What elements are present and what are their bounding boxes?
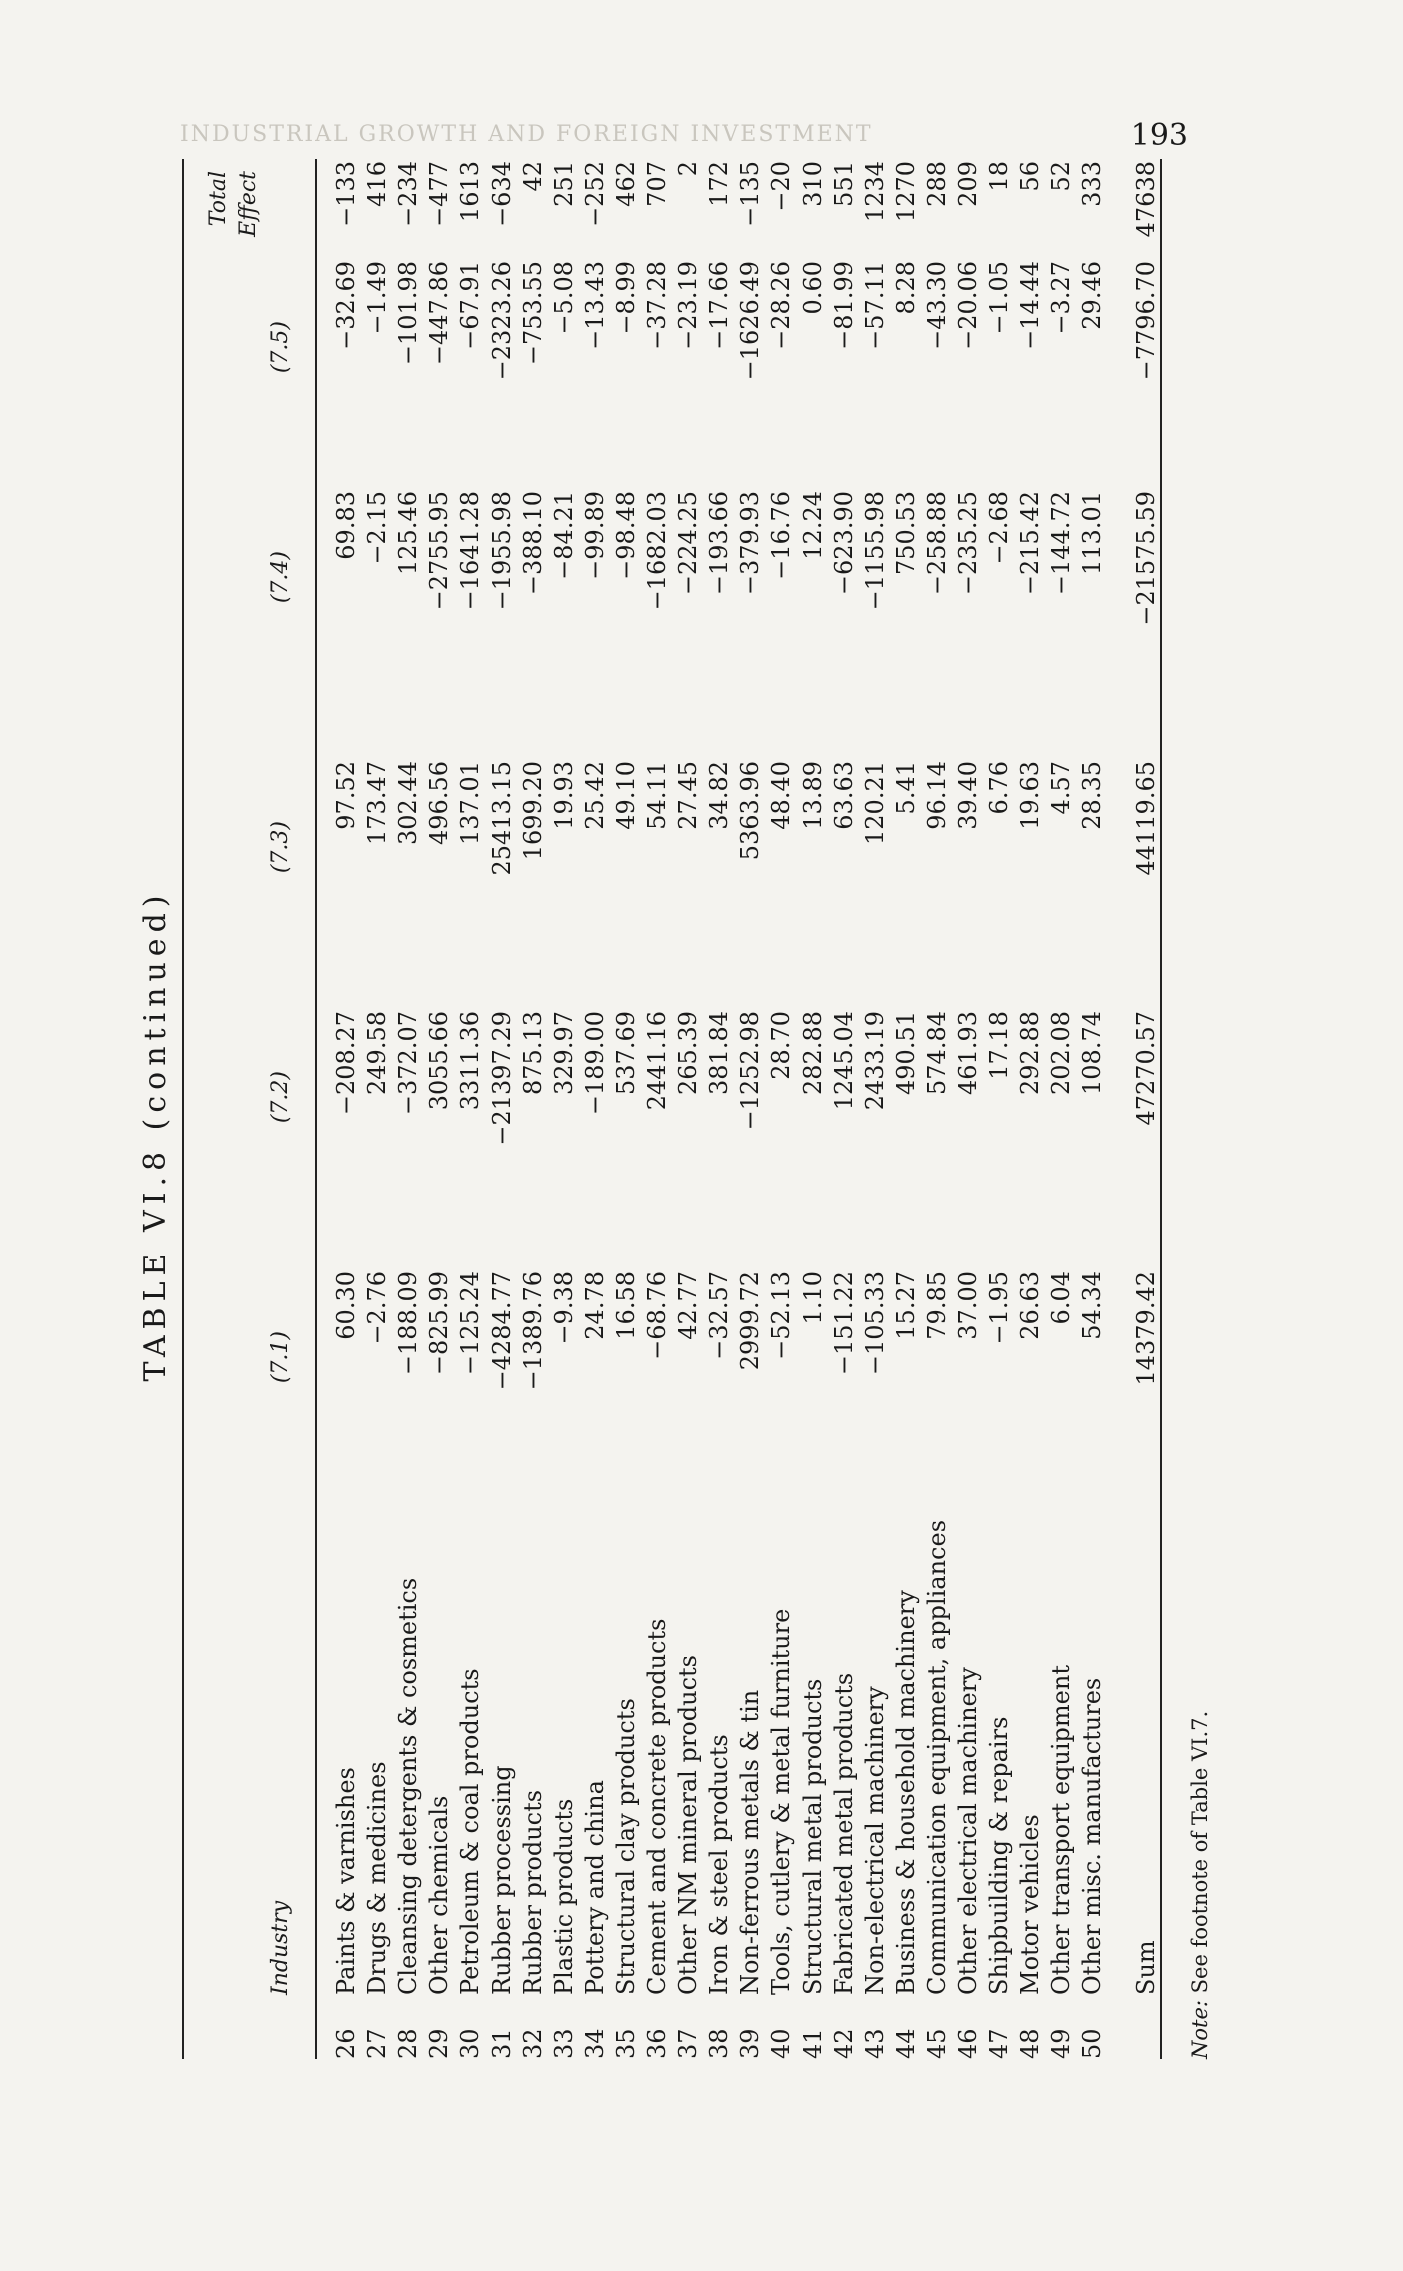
cell-c2: 875.13 xyxy=(518,1011,547,1095)
header-total-effect xyxy=(204,171,264,281)
industry-name: Other electrical machinery xyxy=(954,1667,982,1995)
header-col-7-5: (7.5) xyxy=(268,321,293,374)
row-number: 49 xyxy=(1047,2028,1076,2059)
cell-c3: 6.76 xyxy=(985,761,1014,815)
cell-c1: −1389.76 xyxy=(518,1271,547,1391)
cell-c3: 63.63 xyxy=(829,761,858,830)
cell-c1: −9.38 xyxy=(549,1271,578,1345)
cell-c2: 2441.16 xyxy=(643,1011,671,1111)
cell-c2: 461.93 xyxy=(954,1011,982,1095)
cell-c3: 4.57 xyxy=(1047,761,1076,815)
cell-c1: 2999.72 xyxy=(736,1271,765,1371)
cell-total: 209 xyxy=(954,161,982,207)
industry-name: Business & household machinery xyxy=(891,1590,920,1995)
cell-c2: 490.51 xyxy=(891,1011,920,1095)
cell-c1: −4284.77 xyxy=(487,1271,516,1391)
row-number: 31 xyxy=(487,2028,516,2059)
cell-c4: −144.72 xyxy=(1047,491,1076,596)
cell-c2: 537.69 xyxy=(611,1011,640,1095)
cell-c5: −753.55 xyxy=(518,261,547,366)
row-number: 44 xyxy=(891,2028,920,2059)
cell-c1: 60.30 xyxy=(332,1271,360,1340)
cell-c5: −20.06 xyxy=(954,261,982,350)
industry-name: Non-electrical machinery xyxy=(860,1686,889,1995)
cell-c5: −1.05 xyxy=(985,261,1014,335)
industry-name: Paints & varnishes xyxy=(332,1767,360,1995)
cell-c5: −2323.26 xyxy=(487,261,516,381)
cell-c4: −16.76 xyxy=(767,491,796,580)
header-col-7-3: (7.3) xyxy=(268,821,293,874)
cell-c1: −68.76 xyxy=(643,1271,671,1360)
cell-total: 18 xyxy=(985,161,1014,192)
table-note xyxy=(1188,1711,1212,2059)
cell-total: −20 xyxy=(767,161,796,212)
row-number: 26 xyxy=(332,2028,360,2059)
industry-name: Non-ferrous metals & tin xyxy=(736,1689,765,1995)
cell-c4: −2.68 xyxy=(985,491,1014,565)
cell-c4: −98.48 xyxy=(611,491,640,580)
cell-c1: −1.95 xyxy=(985,1271,1014,1345)
sum-c4: −21575.59 xyxy=(1131,491,1160,626)
cell-c5: −13.43 xyxy=(580,261,609,350)
cell-c5: 29.46 xyxy=(1078,261,1107,330)
header-col-7-1: (7.1) xyxy=(268,1331,293,1384)
cell-c5: −57.11 xyxy=(860,261,889,350)
cell-total: −234 xyxy=(394,161,423,227)
cell-c1: −32.57 xyxy=(705,1271,734,1360)
row-number: 34 xyxy=(580,2028,609,2059)
note-text: See footnote of Table VI.7. xyxy=(1188,1710,1212,2001)
cell-c4: −1641.28 xyxy=(456,491,485,611)
row-number: 47 xyxy=(985,2028,1014,2059)
cell-c3: 39.40 xyxy=(954,761,982,830)
cell-c3: 496.56 xyxy=(425,761,454,845)
header-col-7-2: (7.2) xyxy=(268,1071,293,1124)
row-number: 27 xyxy=(363,2028,392,2059)
cell-c5: −43.30 xyxy=(922,261,951,350)
cell-c5: −101.98 xyxy=(394,261,423,366)
industry-name: Tools, cutlery & metal furniture xyxy=(767,1608,796,1995)
cell-total: 42 xyxy=(518,161,547,192)
sum-c5: −7796.70 xyxy=(1131,261,1160,381)
cell-total: 52 xyxy=(1047,161,1076,192)
row-number: 50 xyxy=(1078,2028,1107,2059)
running-head: INDUSTRIAL GROWTH AND FOREIGN INVESTMENT xyxy=(180,122,873,147)
cell-c4: 69.83 xyxy=(332,491,360,560)
header-industry: Industry xyxy=(268,1900,293,1995)
cell-c2: 292.88 xyxy=(1016,1011,1045,1095)
cell-c1: −825.99 xyxy=(425,1271,454,1376)
cell-c4: −1955.98 xyxy=(487,491,516,611)
cell-c3: 97.52 xyxy=(332,761,360,830)
cell-c1: −188.09 xyxy=(394,1271,423,1376)
row-number: 32 xyxy=(518,2028,547,2059)
industry-name: Rubber processing xyxy=(487,1765,516,1995)
sum-c1: 14379.42 xyxy=(1131,1271,1160,1386)
cell-c3: 19.63 xyxy=(1016,761,1045,830)
industry-name: Structural metal products xyxy=(798,1678,827,1995)
cell-c2: 249.58 xyxy=(363,1011,392,1095)
sum-c3: 44119.65 xyxy=(1131,761,1160,876)
cell-c1: 42.77 xyxy=(674,1271,703,1340)
industry-name: Motor vehicles xyxy=(1016,1814,1045,1995)
cell-total: −135 xyxy=(736,161,765,227)
cell-c5: −37.28 xyxy=(643,261,671,350)
cell-c4: −235.25 xyxy=(954,491,982,596)
cell-c2: 1245.04 xyxy=(829,1011,858,1111)
industry-name: Other transport equipment xyxy=(1047,1665,1076,1995)
industry-name: Communication equipment, appliances xyxy=(922,1519,951,1995)
sum-c2: 47270.57 xyxy=(1131,1011,1160,1126)
row-number: 35 xyxy=(611,2028,640,2059)
industry-name: Fabricated metal products xyxy=(829,1672,858,1995)
header-total-line1: Total xyxy=(206,171,231,227)
cell-c4: −258.88 xyxy=(922,491,951,596)
industry-name: Other NM mineral products xyxy=(674,1655,703,1995)
cell-c3: 27.45 xyxy=(674,761,703,830)
cell-c3: 1699.20 xyxy=(518,761,547,861)
row-number: 33 xyxy=(549,2028,578,2059)
cell-c1: 26.63 xyxy=(1016,1271,1045,1340)
cell-c5: −8.99 xyxy=(611,261,640,335)
cell-c2: 574.84 xyxy=(922,1011,951,1095)
cell-c3: 25.42 xyxy=(580,761,609,830)
cell-c2: 2433.19 xyxy=(860,1011,889,1111)
cell-c2: −21397.29 xyxy=(487,1011,516,1146)
row-number: 48 xyxy=(1016,2028,1045,2059)
cell-c1: 79.85 xyxy=(922,1271,951,1340)
row-number: 40 xyxy=(767,2028,796,2059)
industry-name: Other chemicals xyxy=(425,1795,454,1995)
cell-total: 462 xyxy=(611,161,640,207)
cell-c4: −623.90 xyxy=(829,491,858,596)
row-number: 45 xyxy=(922,2028,951,2059)
cell-c1: 54.34 xyxy=(1078,1271,1107,1340)
cell-c4: −2755.95 xyxy=(425,491,454,611)
cell-c5: −67.91 xyxy=(456,261,485,350)
cell-c3: 28.35 xyxy=(1078,761,1107,830)
cell-c1: −151.22 xyxy=(829,1271,858,1376)
cell-c3: 5.41 xyxy=(891,761,920,815)
row-number: 38 xyxy=(705,2028,734,2059)
cell-c1: −125.24 xyxy=(456,1271,485,1376)
cell-c2: −189.00 xyxy=(580,1011,609,1116)
cell-total: 310 xyxy=(798,161,827,207)
note-label: Note: xyxy=(1188,2000,1212,2059)
cell-total: −477 xyxy=(425,161,454,227)
row-number: 39 xyxy=(736,2028,765,2059)
row-number: 28 xyxy=(394,2028,423,2059)
cell-c3: 173.47 xyxy=(363,761,392,845)
cell-c4: −99.89 xyxy=(580,491,609,580)
row-number: 46 xyxy=(954,2028,982,2059)
cell-c1: −105.33 xyxy=(860,1271,889,1376)
cell-c3: 19.93 xyxy=(549,761,578,830)
industry-name: Cement and concrete products xyxy=(643,1618,671,1995)
cell-c4: 113.01 xyxy=(1078,491,1107,575)
cell-c3: 5363.96 xyxy=(736,761,765,861)
industry-name: Iron & steel products xyxy=(705,1734,734,1995)
industry-name: Plastic products xyxy=(549,1798,578,1995)
cell-c5: 8.28 xyxy=(891,261,920,315)
cell-c1: −2.76 xyxy=(363,1271,392,1345)
row-number: 41 xyxy=(798,2028,827,2059)
cell-c2: 28.70 xyxy=(767,1011,796,1080)
page-number: 193 xyxy=(1130,118,1188,153)
cell-total: 416 xyxy=(363,161,392,207)
cell-total: 551 xyxy=(829,161,858,207)
cell-c4: 125.46 xyxy=(394,491,423,575)
cell-c5: −5.08 xyxy=(549,261,578,335)
cell-c4: −388.10 xyxy=(518,491,547,596)
cell-c2: −1252.98 xyxy=(736,1011,765,1131)
cell-c5: −447.86 xyxy=(425,261,454,366)
cell-total: 172 xyxy=(705,161,734,207)
cell-c4: 12.24 xyxy=(798,491,827,560)
cell-c4: −1155.98 xyxy=(860,491,889,611)
cell-total: 333 xyxy=(1078,161,1107,207)
industry-name: Structural clay products xyxy=(611,1698,640,1995)
cell-total: 707 xyxy=(643,161,671,207)
cell-total: 56 xyxy=(1016,161,1045,192)
cell-c4: −379.93 xyxy=(736,491,765,596)
cell-total: −252 xyxy=(580,161,609,227)
cell-c2: 329.97 xyxy=(549,1011,578,1095)
cell-total: 1270 xyxy=(891,161,920,223)
cell-c2: −208.27 xyxy=(332,1011,360,1116)
cell-c5: 0.60 xyxy=(798,261,827,315)
cell-c5: −28.26 xyxy=(767,261,796,350)
cell-c1: 1.10 xyxy=(798,1271,827,1325)
rule-top xyxy=(182,159,184,2059)
cell-c5: −1.49 xyxy=(363,261,392,335)
cell-c5: −3.27 xyxy=(1047,261,1076,335)
cell-c3: 137.01 xyxy=(456,761,485,845)
cell-c4: −215.42 xyxy=(1016,491,1045,596)
cell-c5: −81.99 xyxy=(829,261,858,350)
cell-total: 1613 xyxy=(456,161,485,223)
sum-total: 47638 xyxy=(1131,161,1160,238)
cell-c2: 108.74 xyxy=(1078,1011,1107,1095)
industry-name: Cleansing detergents & cosmetics xyxy=(394,1577,423,1995)
cell-c4: 750.53 xyxy=(891,491,920,575)
cell-total: 1234 xyxy=(860,161,889,223)
cell-c3: 25413.15 xyxy=(487,761,516,876)
cell-c3: 120.21 xyxy=(860,761,889,845)
cell-c2: 3311.36 xyxy=(456,1011,485,1111)
cell-c2: 17.18 xyxy=(985,1011,1014,1080)
sum-label: Sum xyxy=(1131,1940,1160,1995)
cell-c1: −52.13 xyxy=(767,1271,796,1360)
header-col-7-4: (7.4) xyxy=(268,551,293,604)
cell-total: 288 xyxy=(922,161,951,207)
cell-c5: −23.19 xyxy=(674,261,703,350)
cell-c2: 202.08 xyxy=(1047,1011,1076,1095)
cell-total: −634 xyxy=(487,161,516,227)
row-number: 36 xyxy=(643,2028,671,2059)
cell-c3: 34.82 xyxy=(705,761,734,830)
industry-name: Drugs & medicines xyxy=(363,1761,392,1995)
cell-total: −133 xyxy=(332,161,360,227)
row-number: 37 xyxy=(674,2028,703,2059)
cell-c4: −84.21 xyxy=(549,491,578,580)
header-total-line2: Effect xyxy=(236,171,261,237)
industry-name: Shipbuilding & repairs xyxy=(985,1716,1014,1995)
industry-name: Pottery and china xyxy=(580,1780,609,1995)
cell-c1: 37.00 xyxy=(954,1271,982,1340)
cell-c2: 381.84 xyxy=(705,1011,734,1095)
cell-total: 251 xyxy=(549,161,578,207)
cell-c3: 302.44 xyxy=(394,761,423,845)
row-number: 29 xyxy=(425,2028,454,2059)
cell-c2: −372.07 xyxy=(394,1011,423,1116)
row-number: 30 xyxy=(456,2028,485,2059)
cell-total: 2 xyxy=(674,161,703,177)
cell-c3: 54.11 xyxy=(643,761,671,830)
cell-c1: 24.78 xyxy=(580,1271,609,1340)
cell-c2: 265.39 xyxy=(674,1011,703,1095)
industry-name: Petroleum & coal products xyxy=(456,1668,485,1995)
industry-name: Other misc. manufactures xyxy=(1078,1677,1107,1995)
cell-c3: 49.10 xyxy=(611,761,640,830)
cell-c3: 96.14 xyxy=(922,761,951,830)
cell-c1: 6.04 xyxy=(1047,1271,1076,1325)
cell-c4: −2.15 xyxy=(363,491,392,565)
cell-c1: 15.27 xyxy=(891,1271,920,1340)
cell-c5: −32.69 xyxy=(332,261,360,350)
industry-name: Rubber products xyxy=(518,1789,547,1995)
cell-c1: 16.58 xyxy=(611,1271,640,1340)
rule-bottom xyxy=(1160,159,1162,2059)
cell-c2: 3055.66 xyxy=(425,1011,454,1111)
cell-c5: −14.44 xyxy=(1016,261,1045,350)
rotated-table xyxy=(120,100,1220,2171)
cell-c3: 48.40 xyxy=(767,761,796,830)
table-title: TABLE VI.8 (continued) xyxy=(138,889,173,1382)
cell-c4: −1682.03 xyxy=(643,491,671,611)
cell-c3: 13.89 xyxy=(798,761,827,830)
row-number: 43 xyxy=(860,2028,889,2059)
cell-c2: 282.88 xyxy=(798,1011,827,1095)
rule-header xyxy=(315,159,317,2059)
cell-c5: −17.66 xyxy=(705,261,734,350)
cell-c4: −193.66 xyxy=(705,491,734,596)
cell-c4: −224.25 xyxy=(674,491,703,596)
cell-c5: −1626.49 xyxy=(736,261,765,381)
row-number: 42 xyxy=(829,2028,858,2059)
